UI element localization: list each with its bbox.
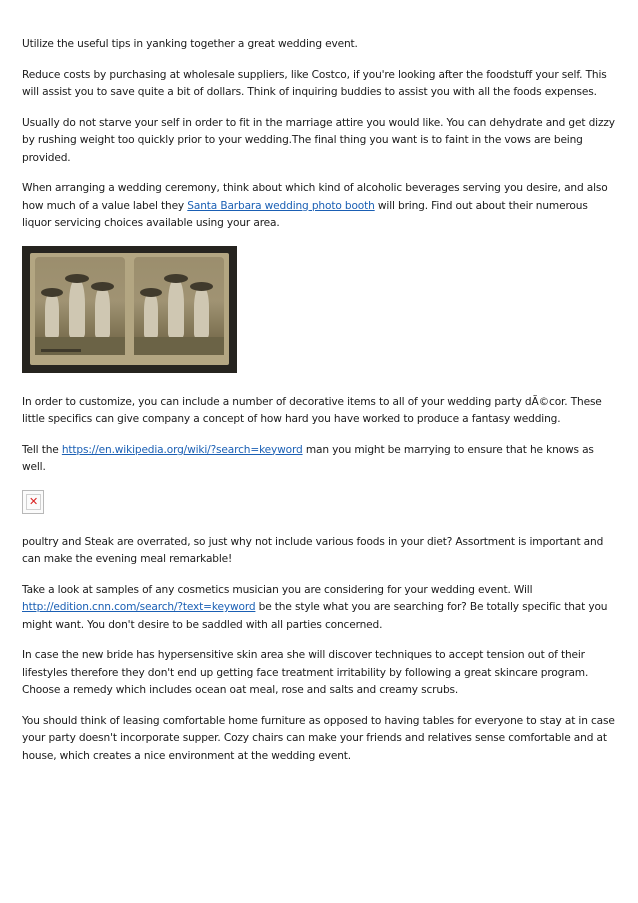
photo-frame-left: [35, 257, 125, 355]
wikipedia-search-link[interactable]: https://en.wikipedia.org/wiki/?search=keyword: [61, 443, 303, 456]
paragraph-8: [22, 582, 618, 635]
paragraph-4-text-after: will bring. Find out about their numerous liquor servicing choices available using your area.: [22, 199, 588, 229]
paragraph-6: [22, 442, 618, 477]
paragraph-10: You should think of leasing comfortable home furniture as opposed to having tables for everyone to stay at in case your party doesn't incorporate supper. Cozy chairs can make your friends and relatives sense comfortable and at house, which creates a nice environment at the wedding event.: [22, 714, 615, 762]
paragraph-4-text-before: When arranging a wedding ceremony, think about which kind of alcoholic beverages serving you desire, and also how much of a value label they: [22, 182, 608, 212]
document-body: [22, 36, 618, 778]
paragraph-9: In case the new bride has hypersensitive skin area she will discover techniques to accept tension out of their lifestyles therefore they don't end up getting face treatment irritability by following a great skincare program. Choose a remedy which includes ocean oat meal, rose and salts and creamy scrubs.: [22, 649, 589, 696]
paragraph-4: [22, 180, 618, 233]
paragraph-8-text-before: Take a look at samples of any cosmetics musician you are considering for your wedding event. Will: [22, 583, 533, 596]
paragraph-2: Reduce costs by purchasing at wholesale suppliers, like Costco, if you're looking after the foodstuff your self. This will assist you to save quite a bit of dollars. Think of inquiring buddies to assist you with all the foods expenses.: [22, 68, 607, 98]
paragraph-8-text-after: be the style what you are searching for? Be totally specific that you might want. You don't desire to be saddled with all parties concerned.: [22, 601, 608, 631]
broken-image-x-mark: ✕: [26, 494, 41, 510]
paragraph-3: Usually do not starve your self in order to fit in the marriage attire you would like. You can dehydrate and get dizzy by rushing weight too quickly prior to your wedding.The final thing you want is to faint in the vows are being provided.: [22, 116, 615, 164]
paragraph-6-text-after: man you might be marrying to ensure that he knows as well.: [22, 443, 594, 473]
santa-barbara-photo-booth-link[interactable]: Santa Barbara wedding photo booth: [187, 199, 375, 212]
stereograph-photo: [22, 246, 237, 373]
cnn-search-link[interactable]: http://edition.cnn.com/search/?text=keyword: [22, 601, 256, 613]
paragraph-7: poultry and Steak are overrated, so just why not include various foods in your diet? Assortment is important and can make the evening meal remarkable!: [22, 535, 604, 565]
photo-frame-right: [134, 257, 224, 355]
paragraph-5: In order to customize, you can include a number of decorative items to all of your wedding party dÃ©cor. These little specifics can give company a concept of how hard you have worked to produce a fantasy wedding.: [22, 395, 602, 425]
paragraph-6-text-before: Tell the: [22, 443, 62, 456]
photo-card: [30, 253, 229, 365]
broken-image-icon: [22, 490, 44, 514]
paragraph-1: Utilize the useful tips in yanking together a great wedding event.: [22, 38, 358, 50]
